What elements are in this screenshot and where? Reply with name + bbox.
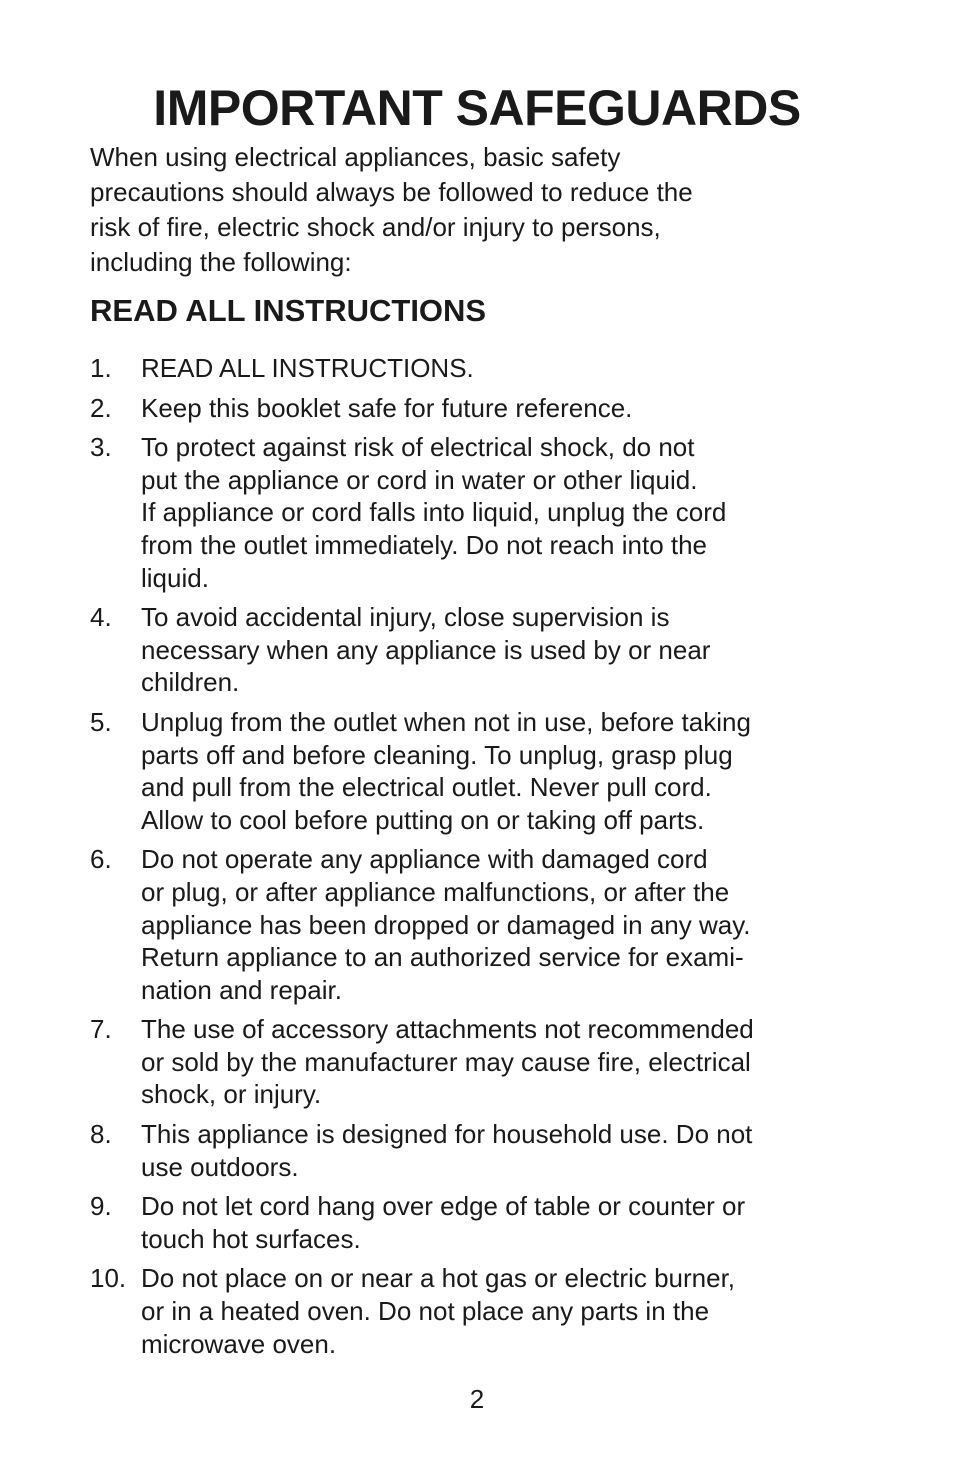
list-item [90, 843, 880, 1006]
list-item-number: 9. [90, 1191, 112, 1222]
list-item [90, 601, 880, 699]
list-item [90, 392, 880, 425]
list-item-number: 6. [90, 844, 112, 875]
list-item-number: 5. [90, 706, 112, 737]
list-item-number: 4. [90, 602, 112, 633]
intro-paragraph: When using electrical appliances, basic safety precautions should always be followed to reduce the risk of fire, electric shock and/or injury to persons, including the following: [90, 142, 693, 277]
list-item-text: To avoid accidental injury, close supervision is necessary when any appliance is used by or near children. [141, 602, 711, 698]
list-item-text: This appliance is designed for household use. Do not use outdoors. [141, 1119, 753, 1182]
list-item-number: 1. [90, 353, 112, 383]
list-item [90, 1013, 880, 1111]
list-item-number: 2. [90, 392, 112, 423]
list-item-text: The use of accessory attachments not recommended or sold by the manufacturer may cause fire, electrical shock, or injury. [141, 1014, 754, 1110]
list-item [90, 431, 880, 594]
list-item-text: Do not let cord hang over edge of table or counter or touch hot surfaces. [141, 1191, 746, 1254]
list-item-number: 7. [90, 1014, 112, 1045]
list-item-text: To protect against risk of electrical shock, do not put the appliance or cord in water or other liquid. If appliance or cord falls into liquid, unplug the cord from the outlet immediately. Do not reach into the liquid. [141, 432, 727, 593]
list-item [90, 352, 880, 385]
list-item-text: READ ALL INSTRUCTIONS. [141, 353, 474, 383]
section-heading: READ ALL INSTRUCTIONS [90, 293, 487, 328]
list-item-text: Keep this booklet safe for future reference. [141, 392, 633, 423]
list-item-text: Unplug from the outlet when not in use, before taking parts off and before cleaning. To unplug, grasp plug and pull from the electrical outlet. Never pull cord. Allow to cool before putting on or taking off parts. [141, 706, 751, 835]
list-item [90, 1262, 880, 1360]
page-title: IMPORTANT SAFEGUARDS [153, 80, 801, 136]
safeguards-list [90, 352, 880, 1367]
list-item [90, 706, 880, 836]
list-item-text: Do not operate any appliance with damaged cord or plug, or after appliance malfunctions, or after the appliance has been dropped or damaged in any way. Return appliance to an authorized service for exami- nation and repair. [141, 844, 751, 1005]
list-item-number: 8. [90, 1119, 112, 1150]
list-item [90, 1190, 880, 1255]
list-item-number: 3. [90, 432, 112, 463]
list-item [90, 1118, 880, 1183]
list-item-text: Do not place on or near a hot gas or electric burner, or in a heated oven. Do not place any parts in the microwave oven. [141, 1263, 736, 1359]
list-item-number: 10. [90, 1263, 127, 1294]
page-number: 2 [469, 1384, 485, 1414]
